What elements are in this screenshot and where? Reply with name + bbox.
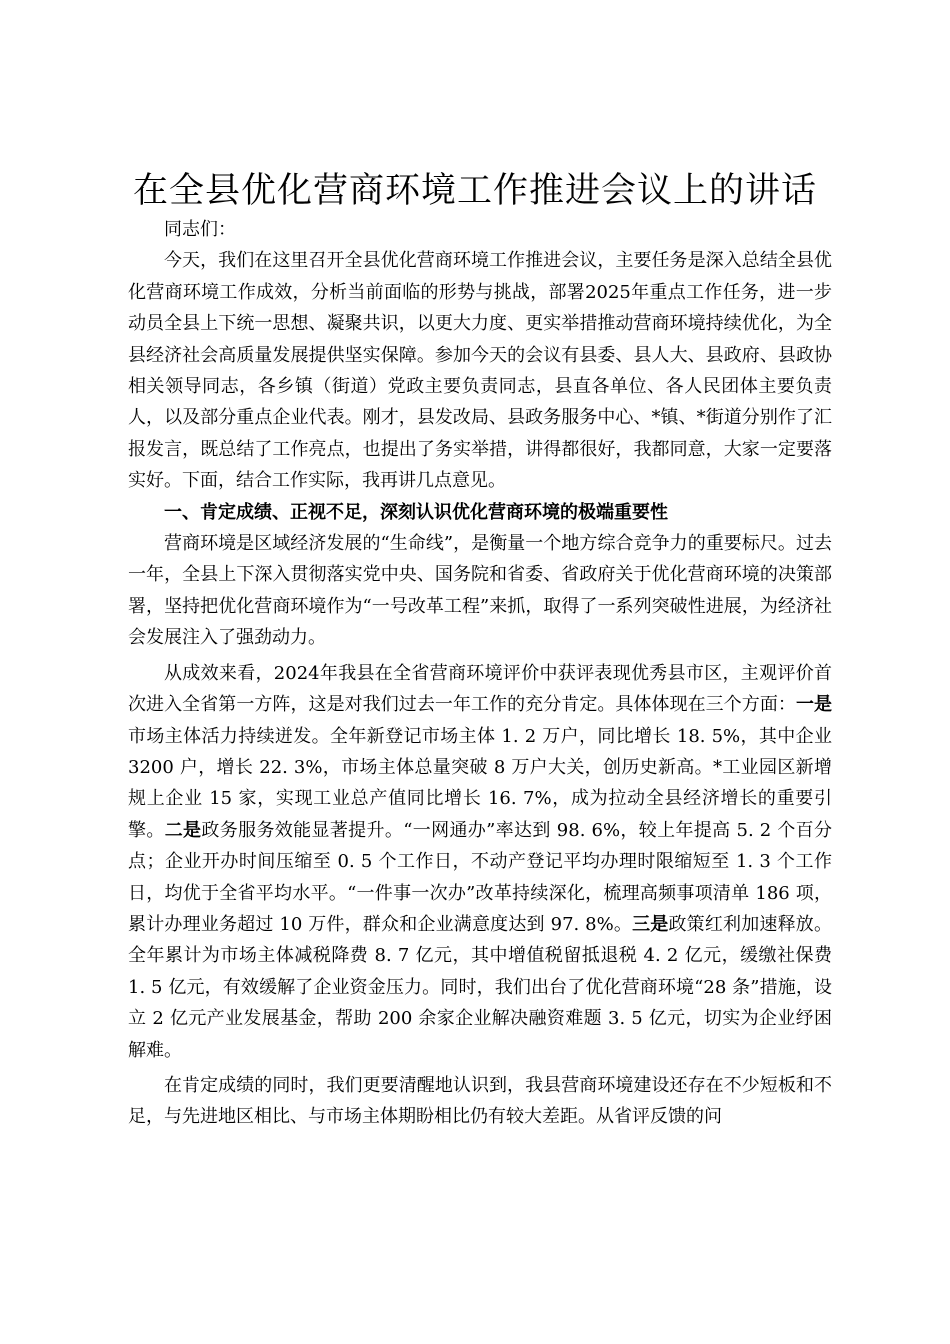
document-title: 在全县优化营商环境工作推进会议上的讲话 (132, 171, 817, 211)
paragraph-shortcomings: 在肯定成绩的同时，我们更要清醒地认识到，我县营商环境建设还存在不少短板和不足，与先进地区相比、与市场主体期盼相比仍有较大差距。从省评反馈的问 (128, 1074, 832, 1128)
section-heading: 一、肯定成绩、正视不足，深刻认识优化营商环境的极端重要性 (164, 501, 668, 523)
achievements-lead: 从成效来看，2024年我县在全省营商环境评价中获评表现优秀县市区，主观评价首次进入全省第一方阵，这是对我们过去一年工作的充分肯定。具体体现在三个方面： (128, 662, 832, 716)
paragraph-business-environment: 营商环境是区域经济发展的“生命线”，是衡量一个地方综合竞争力的重要标尺。过去一年，全县上下深入贯彻落实党中央、国务院和省委、省政府关于优化营商环境的决策部署，坚持把优化营商环境作为“一号改革工程”来抓，取得了一系列突破性进展，为经济社会发展注入了强劲动力。 (128, 533, 832, 649)
intro-paragraph: 今天，我们在这里召开全县优化营商环境工作推进会议，主要任务是深入总结全县优化营商环境工作成效，分析当前面临的形势与挑战，部署2025年重点工作任务，进一步动员全县上下统一思想、凝聚共识，以更大力度、更实举措推动营商环境持续优化，为全县经济社会高质量发展提供坚实保障。参加今天的会议有县委、县人大、县政府、县政协相关领导同志，各乡镇（街道）党政主要负责同志，县直各单位、各人民团体主要负责人，以及部分重点企业代表。刚才，县发改局、县政务服务中心、*镇、*街道分别作了汇报发言，既总结了工作亮点，也提出了务实举措，讲得都很好，我都同意，大家一定要落实好。下面，结合工作实际，我再讲几点意见。 (128, 250, 832, 492)
keyword-second: 二是 (164, 819, 202, 841)
achievement-government-services: 政务服务效能显著提升。“一网通办”率达到 98. 6%，较上年提高 5. 2 个百分点；企业开办时间压缩至 0. 5 个工作日，不动产登记平均办理时限缩短至 1. 3 个工作日，均优于全省平均水平。“一件事一次办”改革持续深化，梳理高频事项清单 186 项，累计办理业务超过 10 万件，群众和企业满意度达到 97. 8%。 (128, 819, 833, 935)
paragraph-achievements (128, 658, 832, 1066)
keyword-third: 三是 (632, 913, 669, 935)
achievement-policy-dividends: 政策红利加速释放。全年累计为市场主体减税降费 8. 7 亿元，其中增值税留抵退税 4. 2 亿元，缓缴社保费 1. 5 亿元，有效缓解了企业资金压力。同时，我们出台了优化营商环境“28 条”措施，设立 2 亿元产业发展基金，帮助 200 余家企业解决融资难题 3. 5 亿元，切实为企业纾困解难。 (128, 913, 833, 1061)
keyword-first: 一是 (795, 694, 833, 716)
document-body (128, 214, 832, 1133)
salutation: 同志们： (164, 219, 236, 240)
achievement-market-vitality: 市场主体活力持续迸发。全年新登记市场主体 1. 2 万户，同比增长 18. 5%，其中企业 3200 户，增长 22. 3%，市场主体总量突破 8 万户大关，创历史新高。*工业园区新增规上企业 15 家，实现工业总产值同比增长 16. 7%，成为拉动全县经济增长的重要引擎。 (128, 725, 832, 841)
